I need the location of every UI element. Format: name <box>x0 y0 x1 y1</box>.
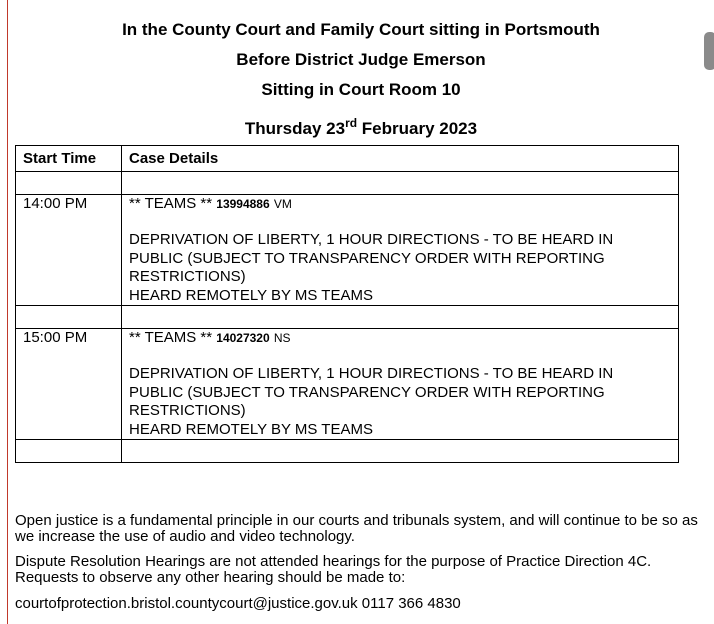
remote-note: HEARD REMOTELY BY MS TEAMS <box>129 420 373 438</box>
header-start-time: Start Time <box>16 146 122 172</box>
contact-details[interactable]: courtofprotection.bristol.countycourt@justice.gov.uk 0117 366 4830 <box>15 595 461 612</box>
spacer-cell <box>122 306 679 329</box>
hearing-table <box>15 145 679 463</box>
teams-label: ** TEAMS ** <box>129 329 213 346</box>
table-spacer-row <box>16 172 679 195</box>
table-spacer-row <box>16 440 679 463</box>
open-justice-note: Open justice is a fundamental principle in our courts and tribunals system, and will continue to be so as we increase the use of audio and video technology. <box>15 512 698 545</box>
remote-note: HEARD REMOTELY BY MS TEAMS <box>129 286 373 304</box>
date-day: Thursday 23 <box>244 119 346 138</box>
hearing-date <box>0 108 714 144</box>
teams-line <box>129 195 671 213</box>
spacer-cell <box>122 440 679 463</box>
court-room-line: Sitting in Court Room 10 <box>261 80 461 99</box>
header-case-details: Case Details <box>122 146 679 172</box>
table-spacer-row <box>16 306 679 329</box>
case-number: 13994886 <box>216 197 270 211</box>
spacer-cell <box>16 172 122 195</box>
case-description: DEPRIVATION OF LIBERTY, 1 HOUR DIRECTIONS - TO BE HEARD IN PUBLIC (SUBJECT TO TRANSPARENCY ORDER WITH REPORTING RESTRICTIONS) <box>129 231 614 285</box>
case-initials: NS <box>273 331 291 345</box>
date-month-year: February 2023 <box>357 119 478 138</box>
case-details-cell <box>122 329 679 440</box>
case-number: 14027320 <box>216 331 270 345</box>
case-initials: VM <box>273 197 292 211</box>
table-header-row <box>16 146 679 172</box>
case-description: DEPRIVATION OF LIBERTY, 1 HOUR DIRECTIONS - TO BE HEARD IN PUBLIC (SUBJECT TO TRANSPARENCY ORDER WITH REPORTING RESTRICTIONS) <box>129 365 614 419</box>
hearing-time: 15:00 PM <box>16 329 122 440</box>
teams-label: ** TEAMS ** <box>129 195 213 212</box>
table-row <box>16 195 679 306</box>
court-title: In the County Court and Family Court sitting in Portsmouth <box>122 20 600 39</box>
spacer-cell <box>16 306 122 329</box>
case-details-cell <box>122 195 679 306</box>
dispute-resolution-note: Dispute Resolution Hearings are not attended hearings for the purpose of Practice Direction 4C. Requests to observe any other hearing should be made to: <box>15 553 652 586</box>
date-ordinal: rd <box>345 116 358 130</box>
spacer-cell <box>16 440 122 463</box>
table-row <box>16 329 679 440</box>
hearing-time: 14:00 PM <box>16 195 122 306</box>
judge-line: Before District Judge Emerson <box>236 50 486 69</box>
teams-line <box>129 329 671 347</box>
spacer-cell <box>122 172 679 195</box>
